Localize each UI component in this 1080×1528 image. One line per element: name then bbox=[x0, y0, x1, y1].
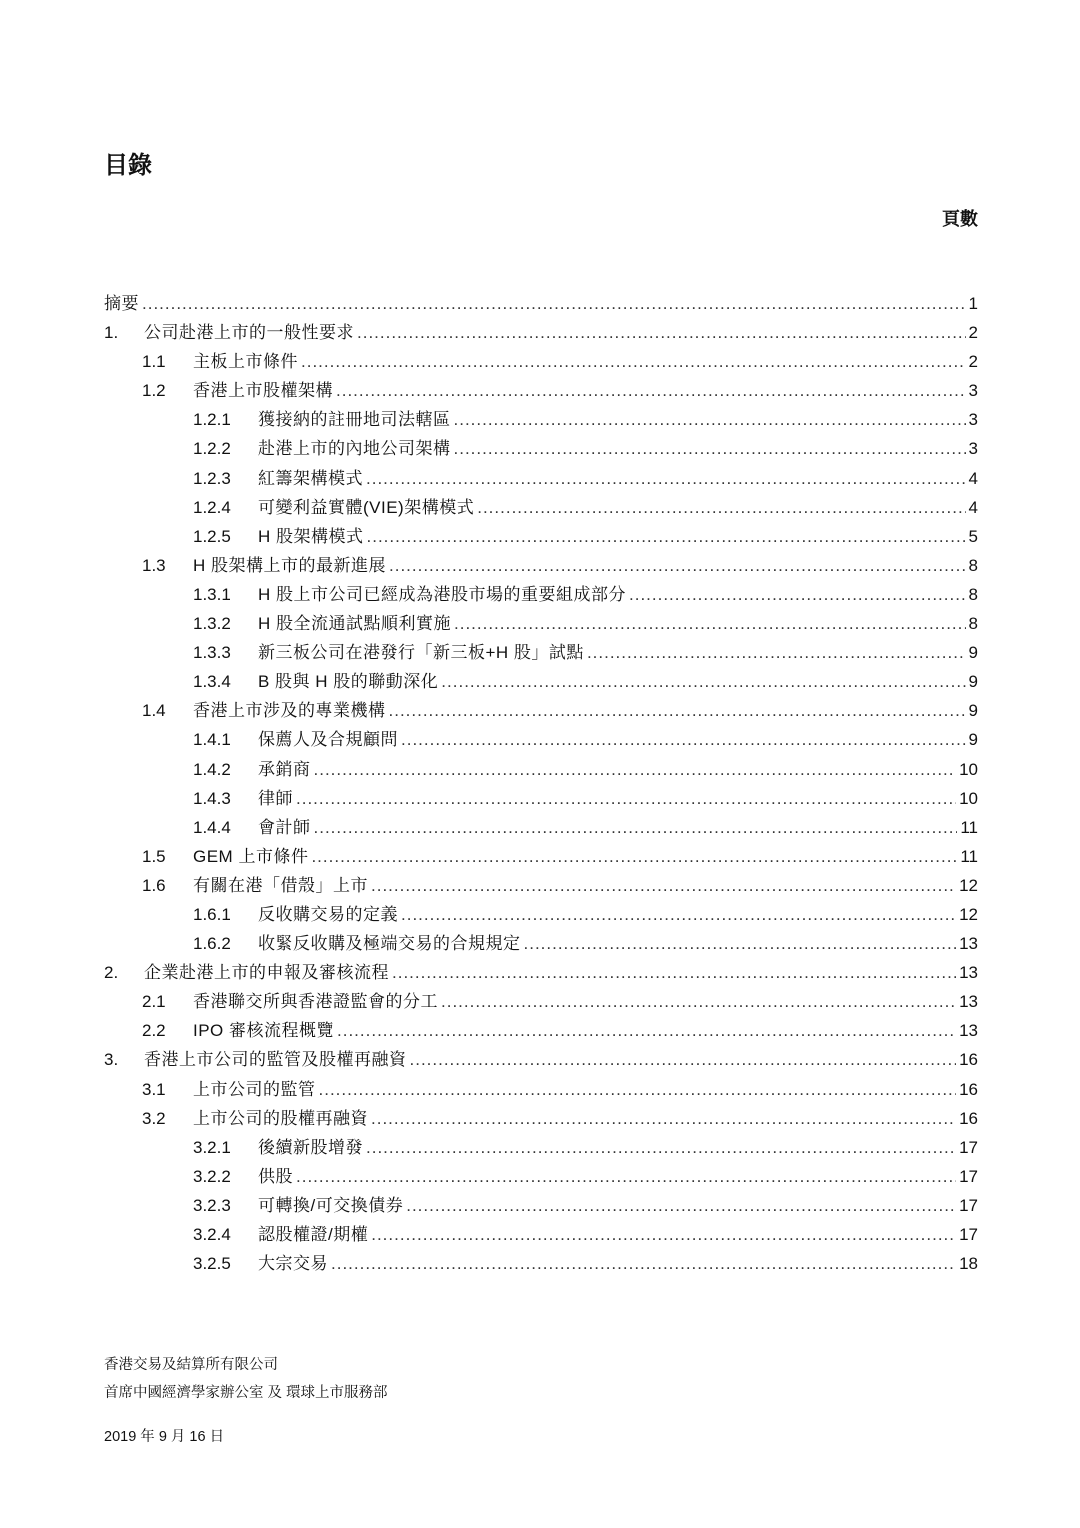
toc-entry-page: 4 bbox=[968, 468, 978, 488]
toc-entry-label: 反收購交易的定義 bbox=[258, 904, 398, 924]
toc-entry[interactable] bbox=[104, 1075, 978, 1104]
toc-entry-number: 1.4.2 bbox=[193, 759, 231, 779]
toc-dot-leader bbox=[336, 376, 966, 405]
toc-entry-number: 1.6.1 bbox=[193, 904, 231, 924]
toc-entry-number: 1.2.2 bbox=[193, 439, 231, 459]
toc-entry[interactable] bbox=[104, 464, 978, 493]
toc-entry-page: 10 bbox=[959, 759, 978, 779]
toc-entry[interactable] bbox=[104, 609, 978, 638]
toc-entry-page: 4 bbox=[968, 497, 978, 517]
toc-entry[interactable] bbox=[104, 958, 978, 987]
toc-entry[interactable] bbox=[104, 405, 978, 434]
toc-dot-leader bbox=[392, 958, 956, 987]
toc-dot-leader bbox=[441, 667, 965, 696]
toc-entry[interactable] bbox=[104, 1191, 978, 1220]
toc-entry-label: H 股架構上市的最新進展 bbox=[193, 555, 386, 575]
toc-entry-page: 5 bbox=[968, 526, 978, 546]
toc-entry-page: 2 bbox=[968, 352, 978, 372]
toc-dot-leader bbox=[337, 1016, 956, 1045]
toc-entry-page: 16 bbox=[959, 1050, 978, 1070]
toc-entry-number: 2.1 bbox=[142, 992, 166, 1012]
toc-entry-page: 11 bbox=[960, 817, 978, 837]
toc-entry-number: 3.2.3 bbox=[193, 1195, 231, 1215]
toc-dot-leader bbox=[410, 1045, 957, 1074]
toc-dot-leader bbox=[366, 1133, 956, 1162]
toc-entry-label: 有關在港「借殼」上市 bbox=[193, 875, 368, 895]
toc-entry-number: 3.2.5 bbox=[193, 1254, 231, 1274]
toc-entry[interactable] bbox=[104, 289, 978, 318]
toc-entry-page: 2 bbox=[968, 323, 978, 343]
toc-entry[interactable] bbox=[104, 347, 978, 376]
toc-dot-leader bbox=[441, 987, 956, 1016]
toc-entry-page: 18 bbox=[959, 1254, 978, 1274]
toc-entry-page: 16 bbox=[959, 1108, 978, 1128]
toc-entry-number: 1.6 bbox=[142, 875, 166, 895]
toc-entry-number: 1. bbox=[104, 323, 119, 343]
toc-entry[interactable] bbox=[104, 638, 978, 667]
toc-entry-label: 保薦人及合規顧問 bbox=[258, 730, 398, 750]
toc-entry-number: 3.1 bbox=[142, 1079, 166, 1099]
toc-entry[interactable] bbox=[104, 725, 978, 754]
toc-dot-leader bbox=[296, 784, 956, 813]
toc-dot-leader bbox=[401, 900, 956, 929]
toc-entry-number: 1.2 bbox=[142, 381, 166, 401]
toc-entry[interactable] bbox=[104, 1045, 978, 1074]
toc-entry-number: 1.4.1 bbox=[193, 730, 231, 750]
toc-entry-page: 8 bbox=[968, 614, 978, 634]
toc-entry-number: 1.3.4 bbox=[193, 672, 231, 692]
toc-entry-number: 1.3.2 bbox=[193, 614, 231, 634]
toc-dot-leader bbox=[314, 813, 958, 842]
toc-dot-leader bbox=[389, 696, 966, 725]
toc-entry-label: 大宗交易 bbox=[258, 1254, 328, 1274]
toc-entry[interactable] bbox=[104, 929, 978, 958]
toc-dot-leader bbox=[454, 434, 966, 463]
toc-entry-page: 11 bbox=[960, 846, 978, 866]
toc-entry[interactable] bbox=[104, 1220, 978, 1249]
toc-entry[interactable] bbox=[104, 522, 978, 551]
toc-dot-leader bbox=[371, 1220, 956, 1249]
toc-entry-label: 可轉換/可交換債券 bbox=[258, 1195, 404, 1215]
toc-entry-number: 1.4 bbox=[142, 701, 166, 721]
toc-entry[interactable] bbox=[104, 1249, 978, 1278]
toc-entry-page: 3 bbox=[968, 439, 978, 459]
toc-dot-leader bbox=[587, 638, 966, 667]
toc-entry-page: 9 bbox=[968, 643, 978, 663]
toc-entry-label: 主板上市條件 bbox=[193, 352, 298, 372]
toc-entry-number: 1.3 bbox=[142, 555, 166, 575]
toc-entry[interactable] bbox=[104, 580, 978, 609]
toc-dot-leader bbox=[319, 1075, 957, 1104]
toc-entry-page: 9 bbox=[968, 672, 978, 692]
toc-entry-label: 新三板公司在港發行「新三板+H 股」試點 bbox=[258, 643, 584, 663]
toc-entry-page: 16 bbox=[959, 1079, 978, 1099]
toc-entry-label: 律師 bbox=[258, 788, 293, 808]
toc-entry-page: 17 bbox=[959, 1137, 978, 1157]
table-of-contents bbox=[104, 289, 978, 1278]
toc-dot-leader bbox=[477, 493, 965, 522]
toc-entry-page: 8 bbox=[968, 555, 978, 575]
toc-entry[interactable] bbox=[104, 871, 978, 900]
toc-entry-number: 1.2.5 bbox=[193, 526, 231, 546]
toc-entry[interactable] bbox=[104, 696, 978, 725]
toc-entry-label: B 股與 H 股的聯動深化 bbox=[258, 672, 439, 692]
toc-entry-label: 香港上市公司的監管及股權再融資 bbox=[144, 1050, 407, 1070]
toc-dot-leader bbox=[371, 871, 956, 900]
toc-entry-page: 1 bbox=[968, 294, 978, 313]
toc-entry-page: 17 bbox=[959, 1195, 978, 1215]
toc-entry-number: 1.1 bbox=[142, 352, 166, 372]
toc-entry-number: 3.2 bbox=[142, 1108, 166, 1128]
footer bbox=[104, 1351, 388, 1451]
toc-entry-page: 3 bbox=[968, 410, 978, 430]
toc-entry[interactable] bbox=[104, 842, 978, 871]
toc-entry-label: 上市公司的監管 bbox=[193, 1079, 316, 1099]
toc-entry-page: 13 bbox=[959, 963, 978, 983]
toc-entry[interactable] bbox=[104, 1104, 978, 1133]
toc-entry[interactable] bbox=[104, 376, 978, 405]
toc-entry-page: 13 bbox=[959, 992, 978, 1012]
toc-entry[interactable] bbox=[104, 1162, 978, 1191]
toc-entry-page: 3 bbox=[968, 381, 978, 401]
toc-entry-number: 1.6.2 bbox=[193, 934, 231, 954]
toc-dot-leader bbox=[371, 1104, 956, 1133]
footer-date: 2019 年 9 月 16 日 bbox=[104, 1429, 225, 1445]
toc-entry-label: 可變利益實體(VIE)架構模式 bbox=[258, 497, 475, 517]
toc-entry-number: 3.2.1 bbox=[193, 1137, 231, 1157]
footer-department: 首席中國經濟學家辦公室 及 環球上市服務部 bbox=[104, 1385, 388, 1401]
toc-entry[interactable] bbox=[104, 813, 978, 842]
toc-entry[interactable] bbox=[104, 987, 978, 1016]
footer-organization: 香港交易及結算所有限公司 bbox=[104, 1357, 278, 1373]
toc-entry-label: GEM 上市條件 bbox=[193, 846, 309, 866]
toc-entry-number: 1.3.1 bbox=[193, 584, 231, 604]
toc-entry-label: 香港聯交所與香港證監會的分工 bbox=[193, 992, 438, 1012]
toc-entry[interactable] bbox=[104, 1016, 978, 1045]
toc-dot-leader bbox=[389, 551, 966, 580]
toc-entry-label: H 股全流通試點順利實施 bbox=[258, 614, 451, 634]
toc-dot-leader bbox=[454, 405, 966, 434]
toc-entry-number: 1.3.3 bbox=[193, 643, 231, 663]
toc-entry[interactable] bbox=[104, 784, 978, 813]
toc-entry-label: 公司赴港上市的一般性要求 bbox=[144, 323, 354, 343]
toc-entry-page: 9 bbox=[968, 730, 978, 750]
toc-dot-leader bbox=[314, 755, 957, 784]
toc-entry-label: IPO 審核流程概覽 bbox=[193, 1021, 335, 1041]
toc-entry-label: 摘要 bbox=[104, 294, 139, 313]
toc-entry-page: 12 bbox=[959, 904, 978, 924]
toc-entry[interactable] bbox=[104, 551, 978, 580]
toc-dot-leader bbox=[524, 929, 957, 958]
toc-entry-label: 後續新股增發 bbox=[258, 1137, 363, 1157]
toc-entry-page: 17 bbox=[959, 1166, 978, 1186]
toc-entry-number: 1.5 bbox=[142, 846, 166, 866]
toc-entry-page: 12 bbox=[959, 875, 978, 895]
toc-entry[interactable] bbox=[104, 434, 978, 463]
toc-entry-number: 2. bbox=[104, 963, 119, 983]
toc-entry-label: 供股 bbox=[258, 1166, 293, 1186]
toc-entry-number: 1.4.4 bbox=[193, 817, 231, 837]
toc-entry-label: 承銷商 bbox=[258, 759, 311, 779]
toc-entry-number: 1.2.4 bbox=[193, 497, 231, 517]
toc-dot-leader bbox=[401, 725, 966, 754]
toc-entry[interactable] bbox=[104, 755, 978, 784]
toc-entry-number: 3.2.2 bbox=[193, 1166, 231, 1186]
toc-entry-number: 1.2.3 bbox=[193, 468, 231, 488]
toc-entry-label: 香港上市股權架構 bbox=[193, 381, 333, 401]
toc-entry-label: H 股架構模式 bbox=[258, 526, 364, 546]
toc-entry[interactable] bbox=[104, 318, 978, 347]
toc-entry[interactable] bbox=[104, 493, 978, 522]
toc-entry-number: 3.2.4 bbox=[193, 1225, 231, 1244]
toc-entry-label: H 股上市公司已經成為港股市場的重要組成部分 bbox=[258, 584, 626, 604]
toc-dot-leader bbox=[406, 1191, 956, 1220]
toc-entry-label: 收緊反收購及極端交易的合規規定 bbox=[258, 934, 521, 954]
toc-dot-leader bbox=[629, 580, 966, 609]
toc-entry-page: 13 bbox=[959, 1021, 978, 1041]
toc-entry-label: 紅籌架構模式 bbox=[258, 468, 363, 488]
toc-entry-number: 3. bbox=[104, 1050, 119, 1070]
toc-dot-leader bbox=[454, 609, 966, 638]
toc-entry-number: 1.4.3 bbox=[193, 788, 231, 808]
toc-dot-leader bbox=[366, 464, 966, 493]
toc-entry-page: 13 bbox=[959, 934, 978, 954]
toc-entry[interactable] bbox=[104, 667, 978, 696]
toc-dot-leader bbox=[331, 1249, 956, 1278]
toc-entry[interactable] bbox=[104, 900, 978, 929]
toc-entry-label: 獲接納的註冊地司法轄區 bbox=[258, 410, 451, 430]
toc-entry-label: 會計師 bbox=[258, 817, 311, 837]
pages-column-header: 頁數 bbox=[942, 209, 978, 229]
toc-entry-label: 上市公司的股權再融資 bbox=[193, 1108, 368, 1128]
toc-entry[interactable] bbox=[104, 1133, 978, 1162]
toc-dot-leader bbox=[296, 1162, 956, 1191]
toc-dot-leader bbox=[311, 842, 957, 871]
toc-entry-label: 香港上市涉及的專業機構 bbox=[193, 701, 386, 721]
toc-entry-number: 1.2.1 bbox=[193, 410, 231, 430]
toc-entry-number: 2.2 bbox=[142, 1021, 166, 1041]
toc-entry-label: 認股權證/期權 bbox=[258, 1225, 369, 1244]
toc-entry-label: 赴港上市的內地公司架構 bbox=[258, 439, 451, 459]
toc-dot-leader bbox=[357, 318, 966, 347]
page-title: 目錄 bbox=[104, 152, 152, 179]
toc-entry-page: 9 bbox=[968, 701, 978, 721]
toc-entry-label: 企業赴港上市的申報及審核流程 bbox=[144, 963, 389, 983]
toc-entry-page: 10 bbox=[959, 788, 978, 808]
toc-dot-leader bbox=[367, 522, 966, 551]
toc-dot-leader bbox=[142, 289, 966, 318]
toc-dot-leader bbox=[301, 347, 966, 376]
toc-entry-page: 8 bbox=[968, 584, 978, 604]
toc-entry-page: 17 bbox=[959, 1225, 978, 1244]
